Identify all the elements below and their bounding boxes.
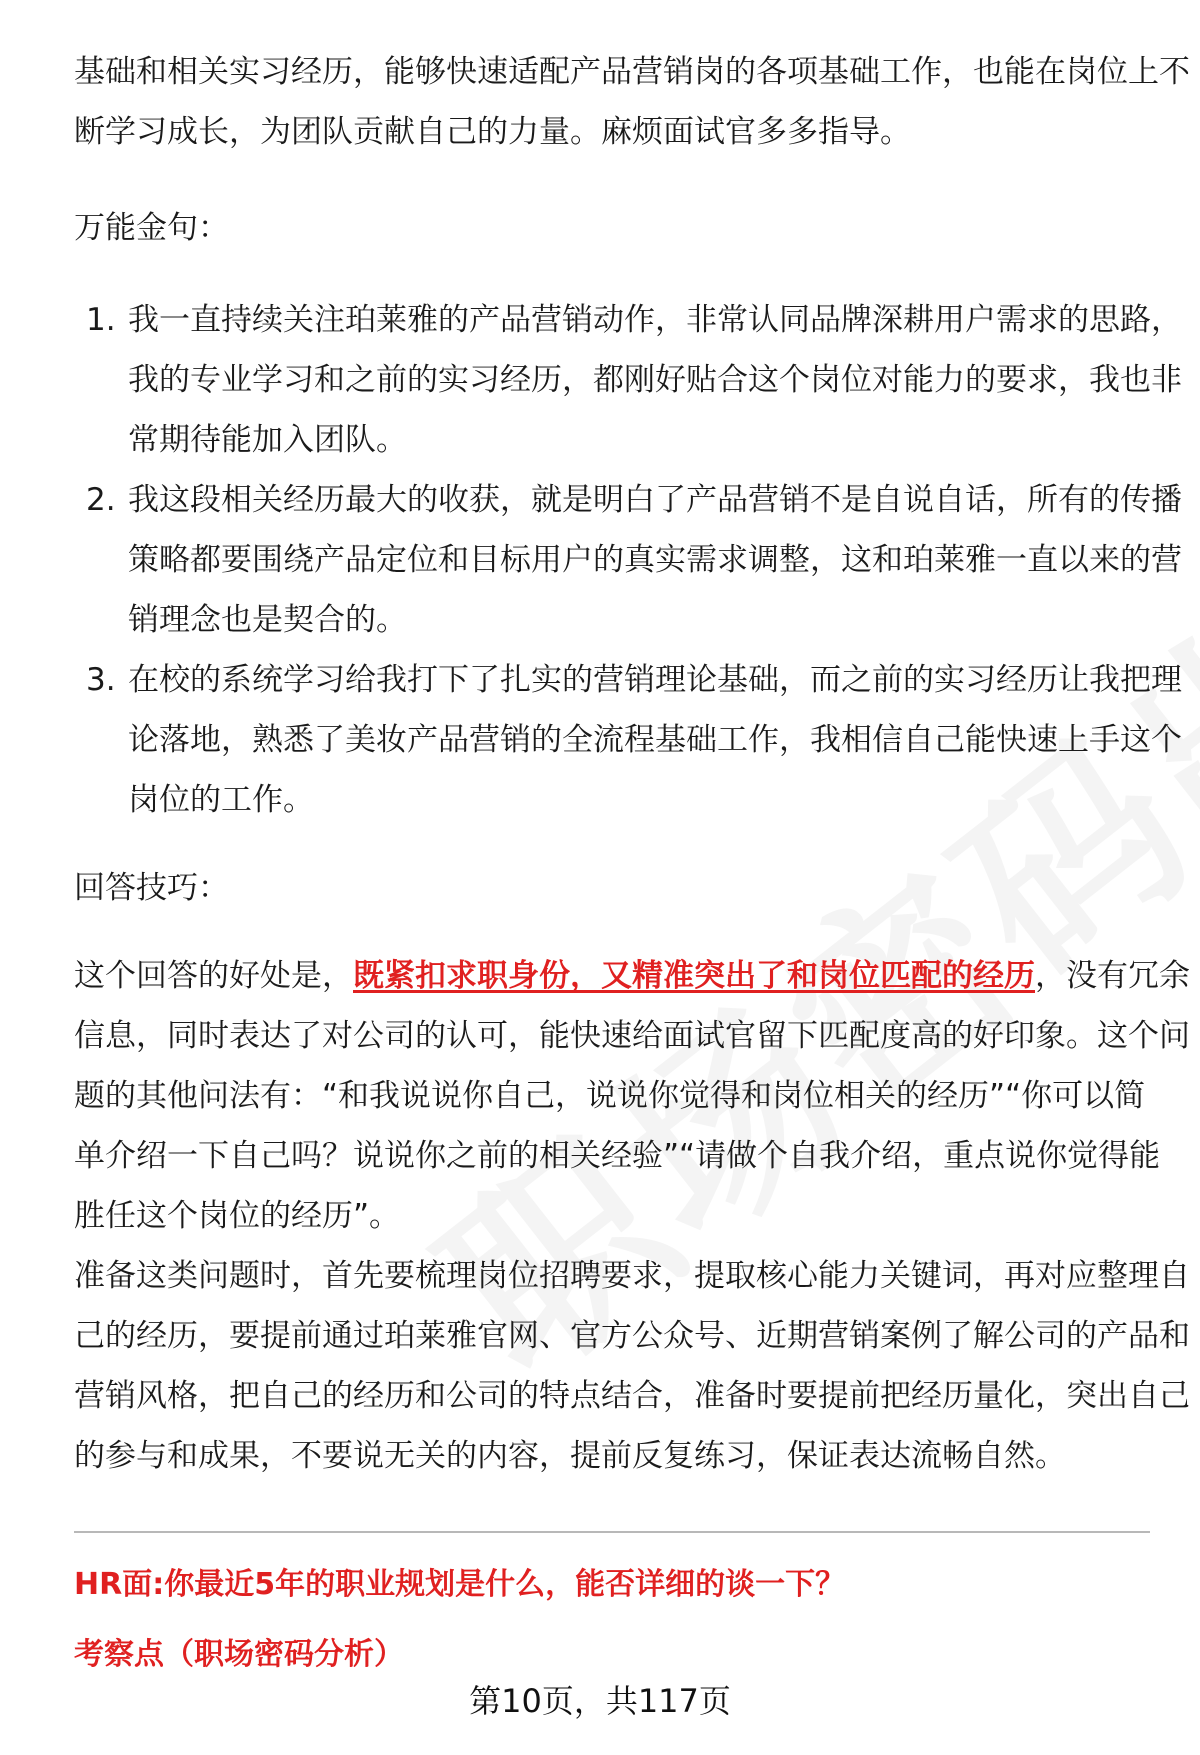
list-number: 3. — [86, 662, 116, 698]
list-number: 2. — [86, 482, 116, 518]
text-line: 我的专业学习和之前的实习经历，都刚好贴合这个岗位对能力的要求，我也非 — [128, 362, 1182, 398]
text-line: 单介绍一下自己吗？说说你之前的相关经验”“请做个自我介绍，重点说你觉得能 — [74, 1138, 1161, 1174]
text-line: 常期待能加入团队。 — [128, 422, 407, 458]
highlighted-phrase: 既紧扣求职身份，又精准突出了和岗位匹配的经历 — [353, 958, 1035, 994]
list-number: 1. — [86, 302, 116, 338]
text-line: 断学习成长，为团队贡献自己的力量。麻烦面试官多多指导。 — [74, 114, 911, 150]
text-line: 己的经历，要提前通过珀莱雅官网、官方公众号、近期营销案例了解公司的产品和 — [74, 1318, 1190, 1354]
text-line: 我一直持续关注珀莱雅的产品营销动作，非常认同品牌深耕用户需求的思路， — [128, 302, 1182, 338]
text-line: 策略都要围绕产品定位和目标用户的真实需求调整，这和珀莱雅一直以来的营 — [128, 542, 1182, 578]
text-line: 论落地，熟悉了美妆产品营销的全流程基础工作，我相信自己能快速上手这个 — [128, 722, 1182, 758]
text-line: 在校的系统学习给我打下了扎实的营销理论基础，而之前的实习经历让我把理 — [128, 662, 1182, 698]
section-divider — [74, 1531, 1150, 1533]
list-item — [74, 650, 1182, 830]
answer-tips-label: 回答技巧： — [74, 870, 229, 906]
text-line — [74, 946, 1190, 1006]
hr-question-heading: HR面:你最近5年的职业规划是什么，能否详细的谈一下？ — [74, 1567, 846, 1602]
text-line: 题的其他问法有：“和我说说你自己，说说你觉得和岗位相关的经历”“你可以简 — [74, 1078, 1146, 1114]
text-line: 营销风格，把自己的经历和公司的特点结合，准备时要提前把经历量化，突出自己 — [74, 1378, 1190, 1414]
golden-sentences-label: 万能金句： — [74, 210, 229, 246]
tips-paragraph-1 — [74, 946, 1190, 1246]
text-segment: 这个回答的好处是， — [74, 958, 353, 994]
text-line: 销理念也是契合的。 — [128, 602, 407, 638]
text-segment: ，没有冗余 — [1035, 958, 1190, 994]
text-line: 胜任这个岗位的经历”。 — [74, 1198, 401, 1234]
text-line: 的参与和成果，不要说无关的内容，提前反复练习，保证表达流畅自然。 — [74, 1438, 1066, 1474]
assessment-point-heading: 考察点（职场密码分析） — [74, 1637, 404, 1672]
text-line: 准备这类问题时，首先要梳理岗位招聘要求，提取核心能力关键词，再对应整理自 — [74, 1258, 1190, 1294]
page-number-footer: 第10页，共117页 — [469, 1682, 731, 1720]
text-line: 我这段相关经历最大的收获，就是明白了产品营销不是自说自话，所有的传播 — [128, 482, 1182, 518]
golden-sentences-list — [74, 290, 1182, 830]
tips-paragraph-2 — [74, 1246, 1190, 1486]
intro-paragraph — [74, 42, 1190, 162]
text-line: 基础和相关实习经历，能够快速适配产品营销岗的各项基础工作，也能在岗位上不 — [74, 54, 1190, 90]
list-item — [74, 290, 1182, 470]
text-line: 岗位的工作。 — [128, 782, 314, 818]
list-item — [74, 470, 1182, 650]
text-line: 信息，同时表达了对公司的认可，能快速给面试官留下匹配度高的好印象。这个问 — [74, 1018, 1190, 1054]
